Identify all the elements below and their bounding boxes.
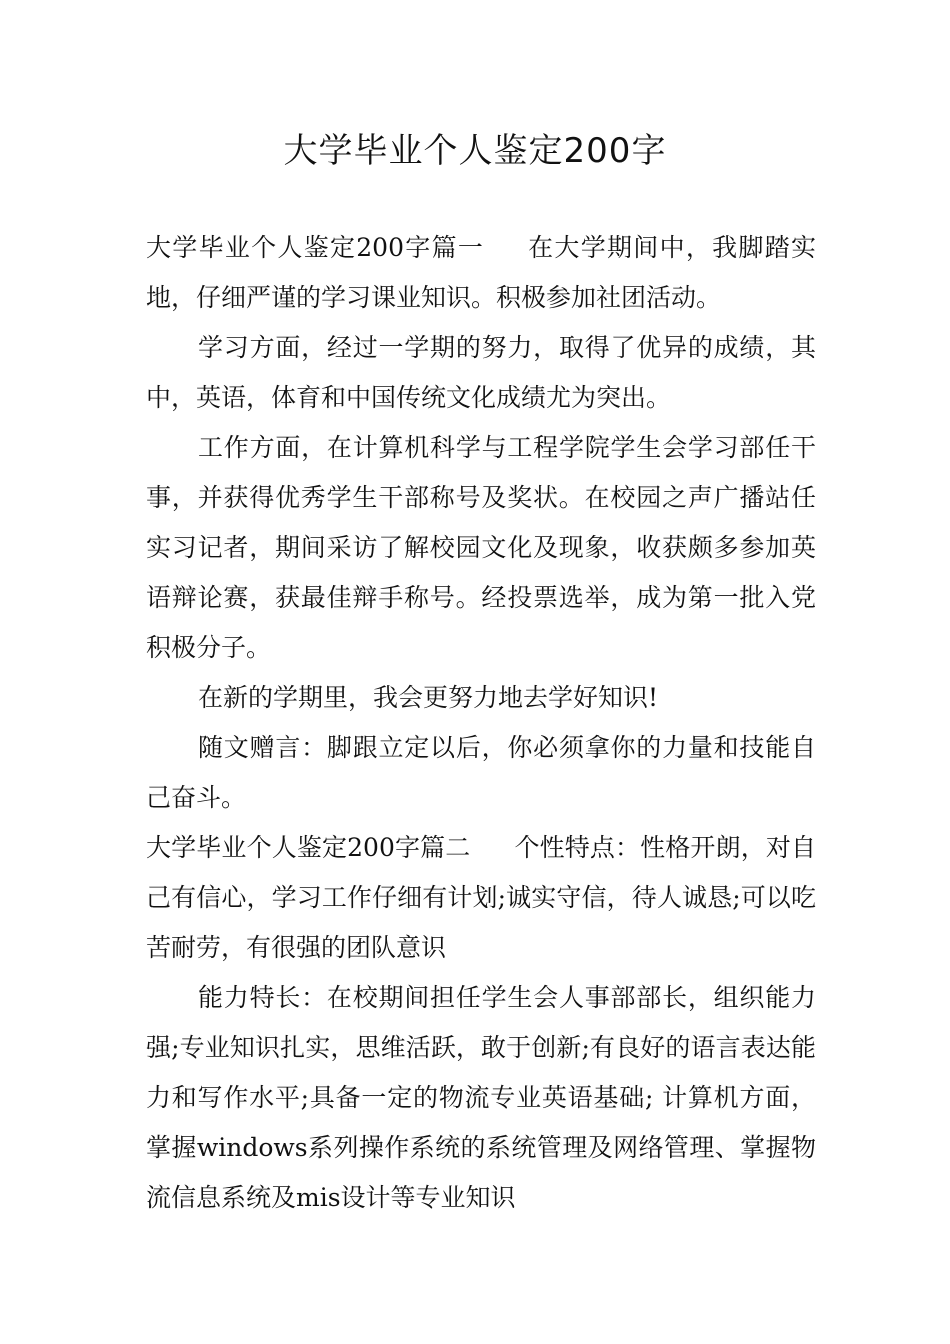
paragraph-part-two-intro xyxy=(146,823,816,973)
paragraph-parting-words: 随文赠言：脚跟立定以后，你必须拿你的力量和技能自己奋斗。 xyxy=(146,733,816,812)
section-heading-part-one: 大学毕业个人鉴定200字篇一 xyxy=(146,233,485,262)
document-title: 大学毕业个人鉴定200字 xyxy=(283,131,667,171)
paragraph-new-semester: 在新的学期里，我会更努力地去学好知识! xyxy=(198,683,659,712)
paragraph-text: 在大学期间中，我脚踏实地，仔细严谨的学习课业知识。积极参加社团活动。 xyxy=(146,233,816,312)
paragraph-abilities: 能力特长：在校期间担任学生会人事部部长，组织能力强;专业知识扎实，思维活跃，敢于创新;有良好的语言表达能力和写作水平;具备一定的物流专业英语基础; 计算机方面，掌握windows系列操作系统的系统管理及网络管理、掌握物流信息系统及mis设计等专业知识 xyxy=(146,983,816,1212)
paragraph-text: 个性特点：性格开朗，对自己有信心，学习工作仔细有计划;诚实守信，待人诚恳;可以吃苦耐劳，有很强的团队意识 xyxy=(146,833,817,962)
paragraph-work: 工作方面，在计算机科学与工程学院学生会学习部任干事，并获得优秀学生干部称号及奖状。在校园之声广播站任实习记者，期间采访了解校园文化及现象，收获颇多参加英语辩论赛，获最佳辩手称号。经投票选举，成为第一批入党积极分子。 xyxy=(146,433,816,662)
section-heading-part-two: 大学毕业个人鉴定200字篇二 xyxy=(146,833,471,862)
paragraph-part-one-intro xyxy=(146,223,816,323)
document-body xyxy=(146,223,816,1223)
paragraph-study: 学习方面，经过一学期的努力，取得了优异的成绩，其中，英语，体育和中国传统文化成绩尤为突出。 xyxy=(146,333,816,412)
